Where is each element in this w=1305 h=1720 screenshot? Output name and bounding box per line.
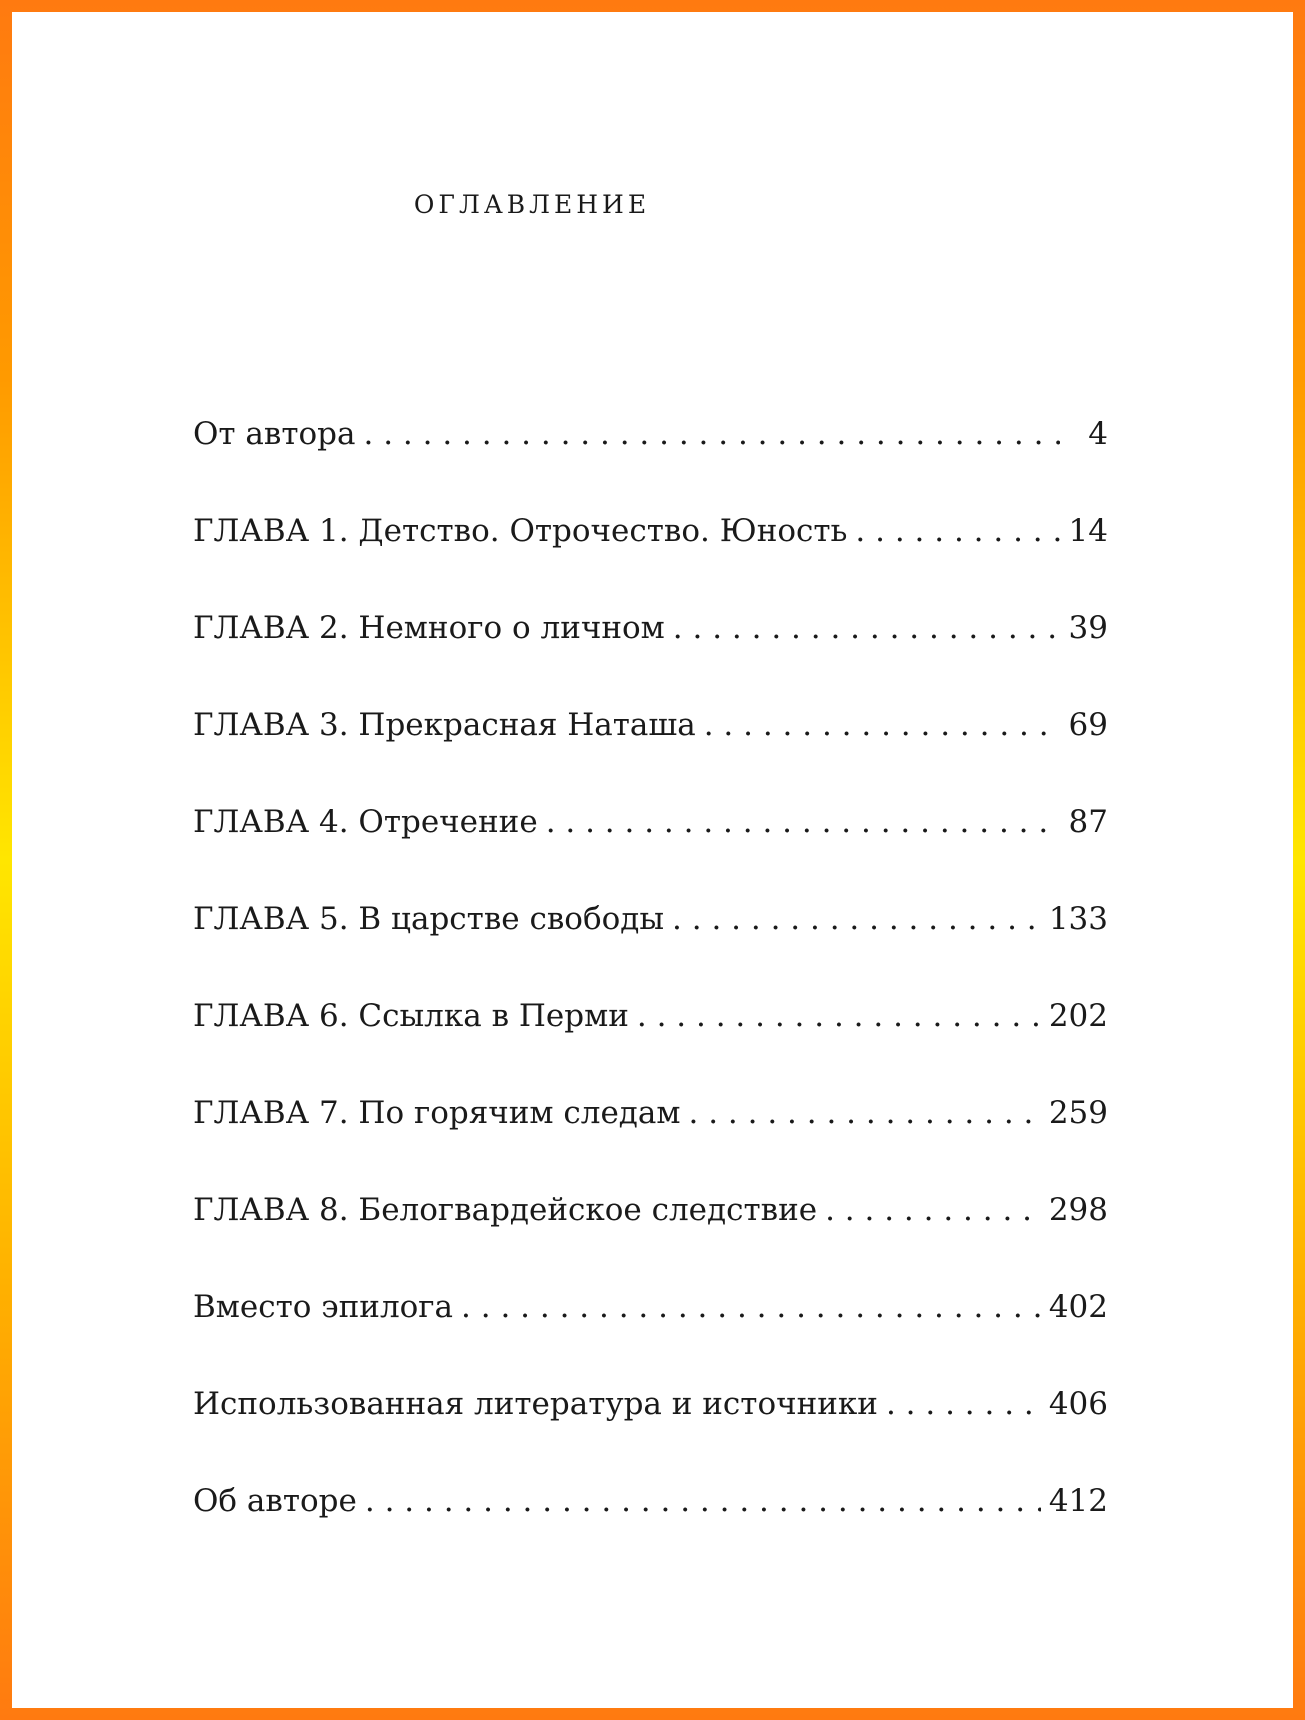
toc-entry-page: 412 [1048, 1483, 1108, 1519]
toc-entry-label: ГЛАВА 4. Отречение [193, 804, 538, 840]
toc-leader-dots [886, 1386, 1041, 1422]
toc-entry-label: Использованная литература и источники [193, 1386, 878, 1422]
document-page [12, 12, 1293, 1708]
toc-leader-dots [546, 804, 1060, 840]
toc-entry [193, 998, 1108, 1095]
toc-entry-label: ГЛАВА 2. Немного о личном [193, 610, 665, 646]
toc-entry-page: 14 [1068, 513, 1108, 549]
toc-entry-page: 4 [1088, 416, 1108, 452]
toc-entry-label: От автора [193, 416, 356, 452]
toc-entry [193, 1192, 1108, 1289]
toc-entry [193, 1483, 1108, 1580]
toc-title: ОГЛАВЛЕНИЕ [413, 190, 651, 219]
toc-entry-label: ГЛАВА 7. По горячим следам [193, 1095, 681, 1131]
toc-entry [193, 804, 1108, 901]
toc-leader-dots [673, 610, 1060, 646]
toc-entry-page: 202 [1048, 998, 1108, 1034]
toc-list [193, 416, 1108, 1580]
toc-leader-dots [637, 998, 1041, 1034]
toc-leader-dots [704, 707, 1060, 743]
toc-leader-dots [672, 901, 1041, 937]
toc-entry-page: 39 [1068, 610, 1108, 646]
toc-entry-page: 406 [1048, 1386, 1108, 1422]
toc-entry-label: ГЛАВА 5. В царстве свободы [193, 901, 665, 937]
toc-entry-label: Вместо эпилога [193, 1289, 454, 1325]
toc-entry [193, 610, 1108, 707]
toc-entry [193, 901, 1108, 998]
toc-leader-dots [461, 1289, 1041, 1325]
toc-entry-label: Об авторе [193, 1483, 357, 1519]
toc-leader-dots [365, 1483, 1041, 1519]
toc-leader-dots [364, 416, 1061, 452]
toc-entry-page: 133 [1048, 901, 1108, 937]
toc-entry-page: 402 [1048, 1289, 1108, 1325]
toc-entry [193, 1095, 1108, 1192]
toc-entry-label: ГЛАВА 6. Ссылка в Перми [193, 998, 629, 1034]
toc-entry-page: 87 [1068, 804, 1108, 840]
toc-entry [193, 1289, 1108, 1386]
toc-entry [193, 1386, 1108, 1483]
toc-leader-dots [825, 1192, 1041, 1228]
toc-entry-page: 298 [1048, 1192, 1108, 1228]
toc-entry [193, 416, 1108, 513]
toc-entry-label: ГЛАВА 1. Детство. Отрочество. Юность [193, 513, 848, 549]
toc-leader-dots [855, 513, 1060, 549]
toc-leader-dots [688, 1095, 1040, 1131]
toc-entry-page: 69 [1068, 707, 1108, 743]
toc-entry-label: ГЛАВА 3. Прекрасная Наташа [193, 707, 696, 743]
toc-entry-label: ГЛАВА 8. Белогвардейское следствие [193, 1192, 818, 1228]
toc-entry [193, 513, 1108, 610]
toc-entry [193, 707, 1108, 804]
toc-entry-page: 259 [1048, 1095, 1108, 1131]
